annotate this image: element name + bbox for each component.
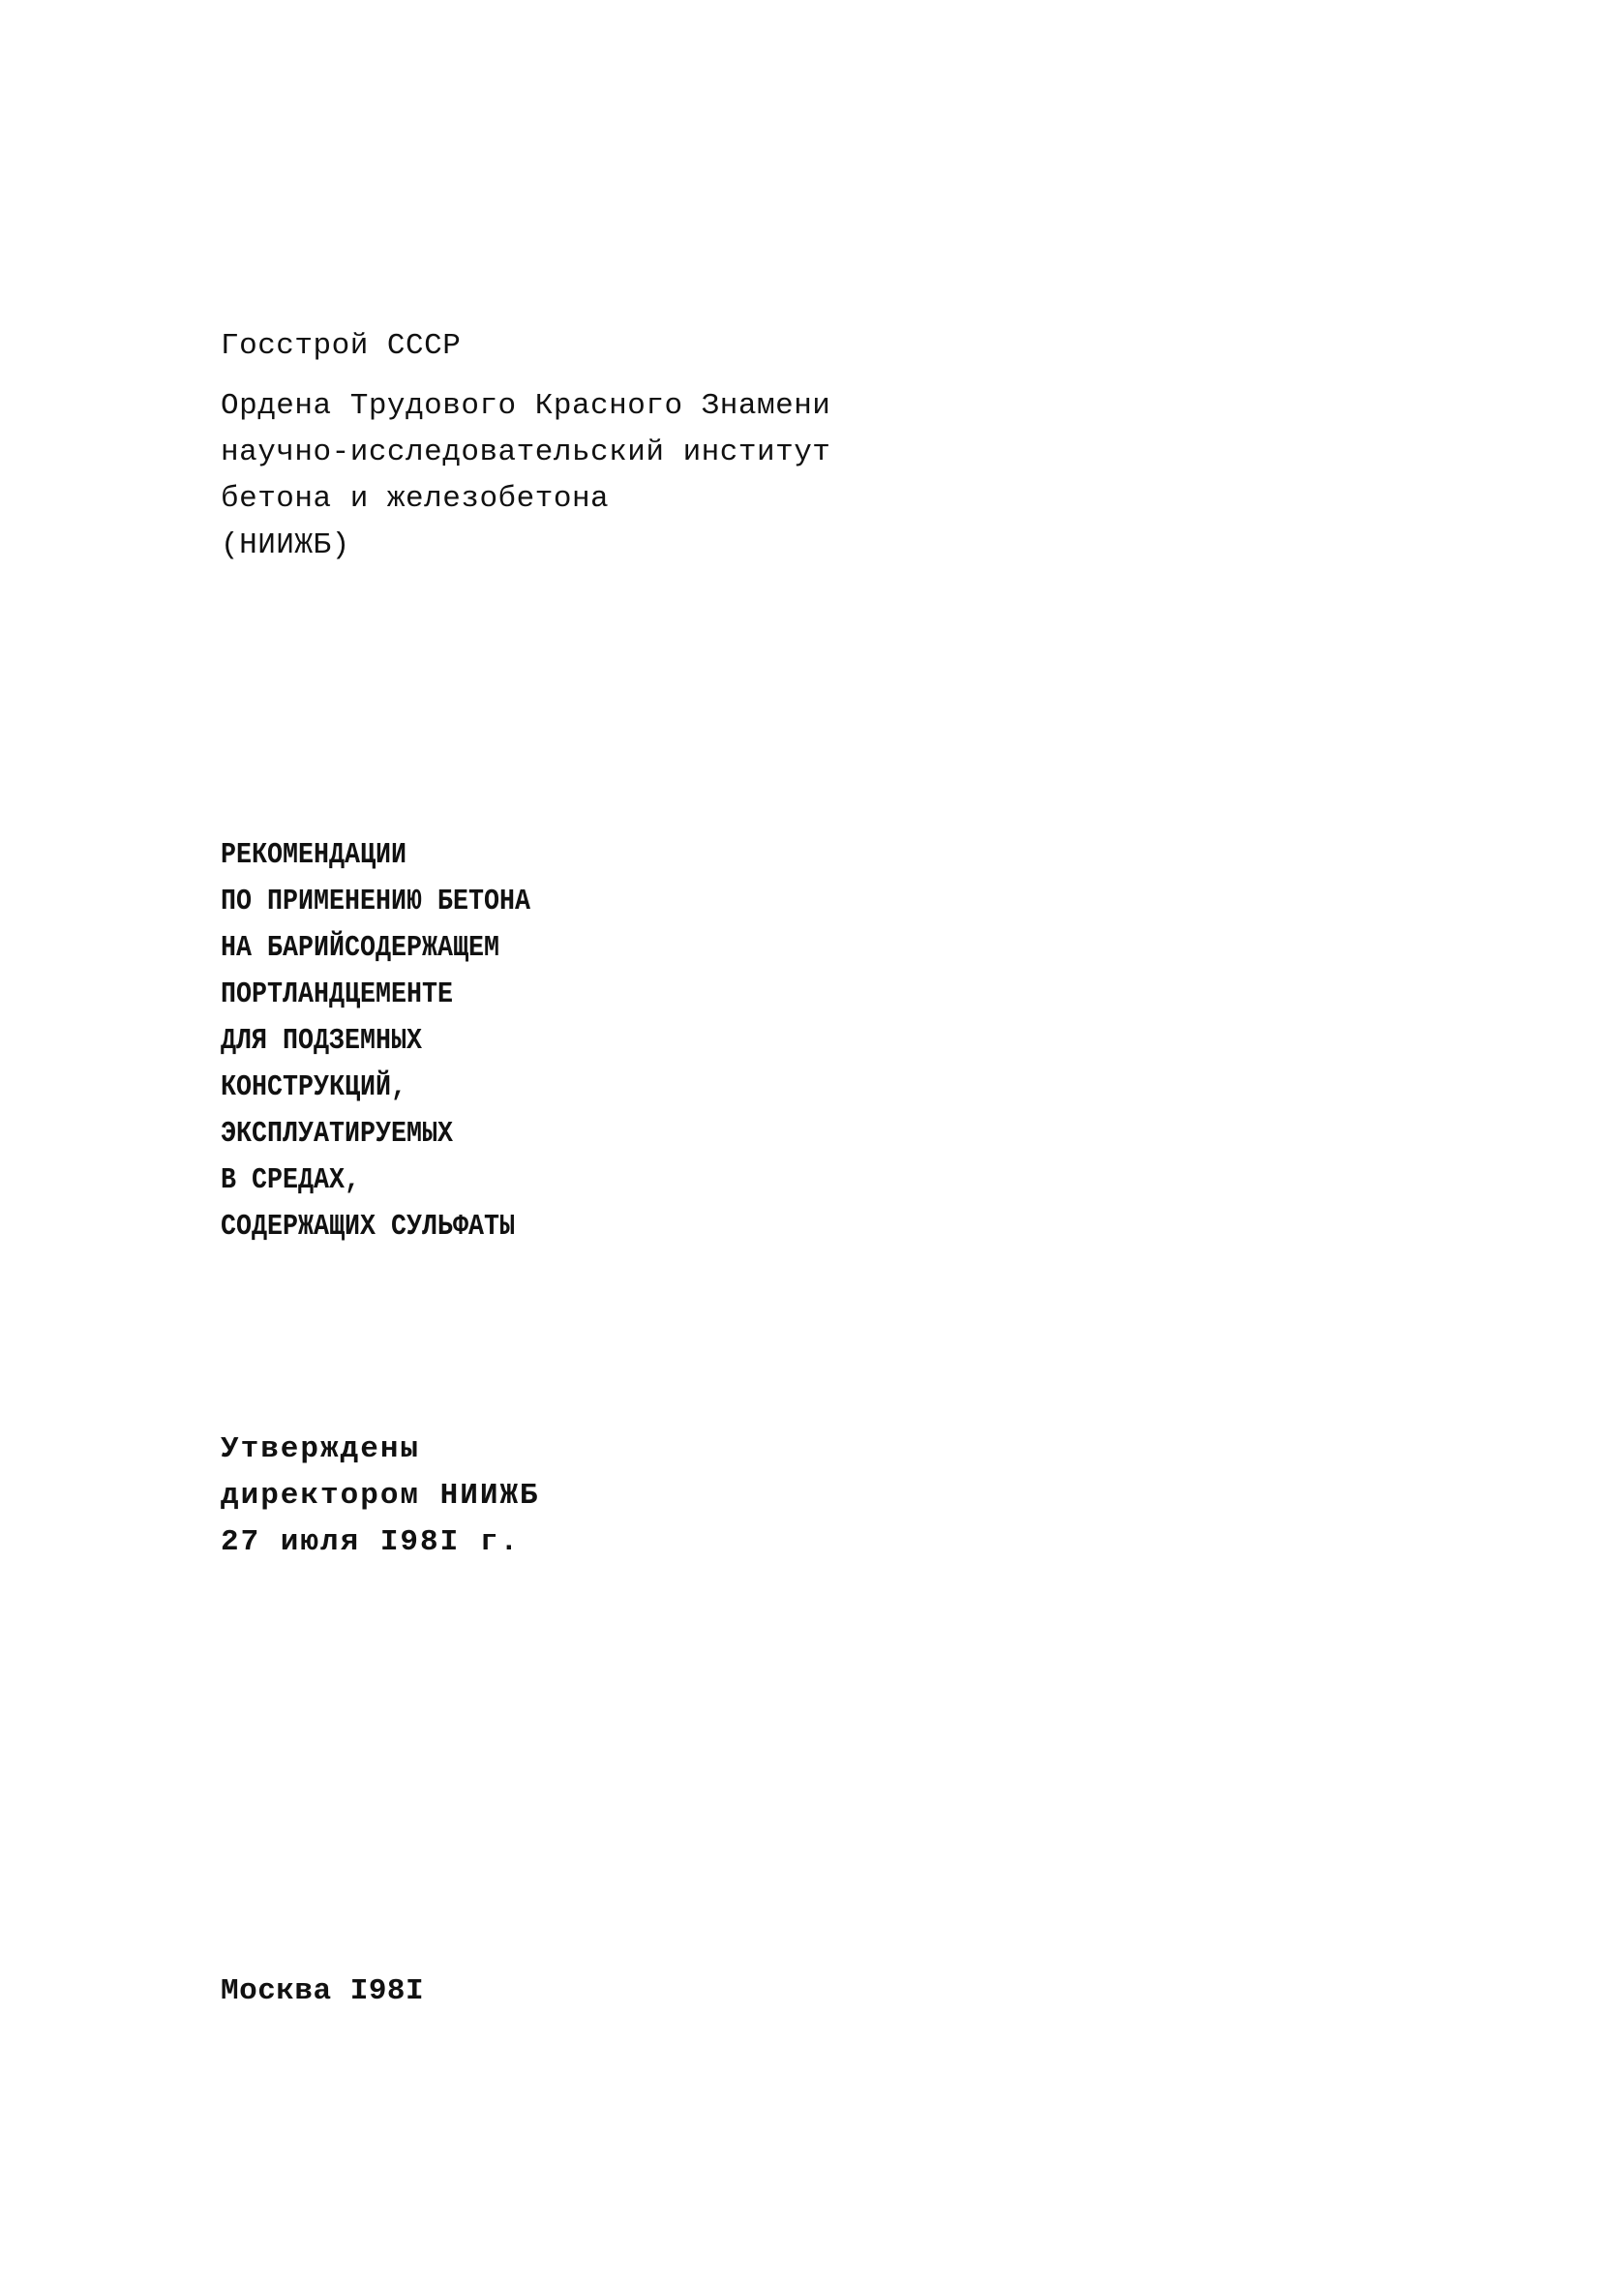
institute-line: бетона и железобетона xyxy=(221,482,610,516)
approval-line: Утверждены xyxy=(221,1432,421,1466)
organization-header xyxy=(221,323,830,569)
title-line: В СРЕДАХ, xyxy=(221,1163,360,1197)
institute-line: научно-исследовательский институт xyxy=(221,436,831,469)
title-line: НА БАРИЙСОДЕРЖАЩЕМ xyxy=(221,931,499,965)
title-line: ПО ПРИМЕНЕНИЮ БЕТОНА xyxy=(221,885,530,918)
title-line: ЭКСПЛУАТИРУЕМЫХ xyxy=(221,1117,453,1151)
imprint xyxy=(221,1969,424,2015)
title-line: КОНСТРУКЦИЙ, xyxy=(221,1070,406,1104)
title-line: СОДЕРЖАЩИХ СУЛЬФАТЫ xyxy=(221,1210,515,1244)
approval-note xyxy=(221,1427,540,1566)
title-line: ПОРТЛАНДЦЕМЕНТЕ xyxy=(221,977,453,1011)
institute-line: Ордена Трудового Красного Знамени xyxy=(221,389,831,423)
city-year: Москва I98I xyxy=(221,1974,425,2008)
approval-date: 27 июля I98I г. xyxy=(221,1525,521,1559)
title-line: ДЛЯ ПОДЗЕМНЫХ xyxy=(221,1024,422,1058)
title-line: РЕКОМЕНДАЦИИ xyxy=(221,838,406,872)
agency-name: Госстрой СССР xyxy=(221,329,462,363)
institute-abbreviation: (НИИЖБ) xyxy=(221,528,350,562)
approval-line: директором НИИЖБ xyxy=(221,1479,540,1513)
document-title xyxy=(221,832,581,1250)
